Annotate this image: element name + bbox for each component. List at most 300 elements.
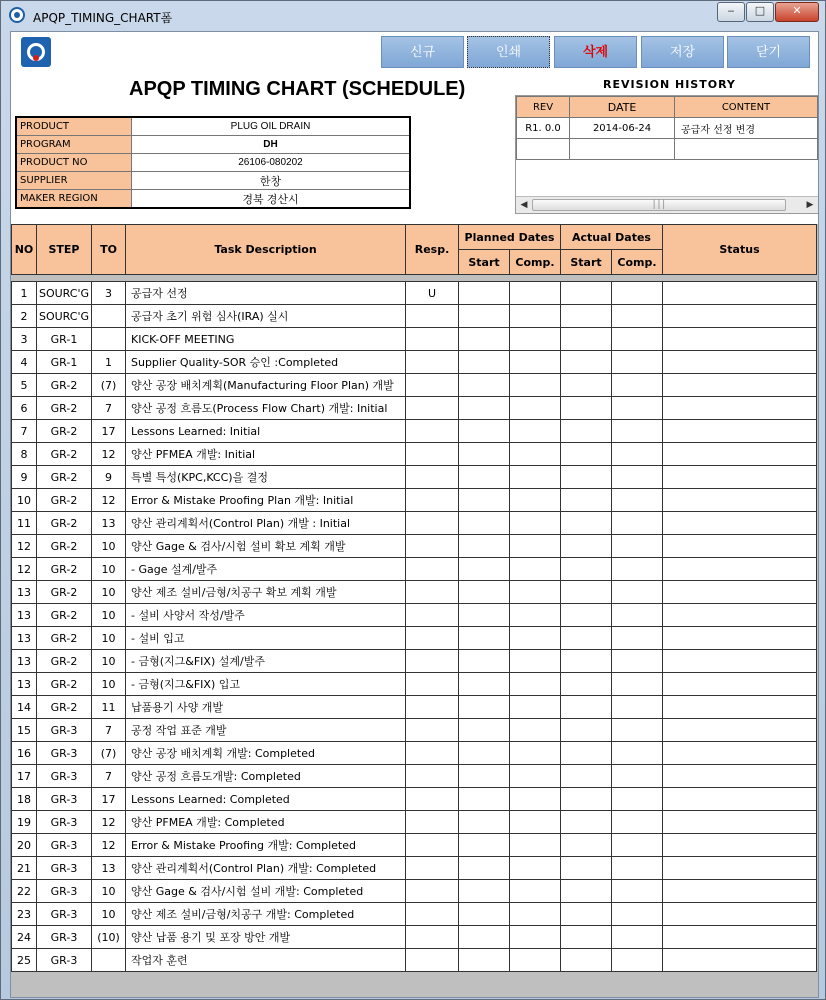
grid-cell-planned-comp[interactable]	[510, 535, 561, 558]
grid-cell-status[interactable]	[663, 949, 817, 972]
grid-cell-task[interactable]: 작업자 훈련	[126, 949, 406, 972]
grid-cell-resp[interactable]	[406, 512, 459, 535]
grid-cell-actual-start[interactable]	[561, 650, 612, 673]
grid-cell-step[interactable]: GR-2	[37, 558, 92, 581]
grid-cell-step[interactable]: GR-2	[37, 489, 92, 512]
grid-cell-status[interactable]	[663, 627, 817, 650]
table-row[interactable]	[12, 811, 817, 834]
grid-cell-actual-comp[interactable]	[612, 305, 663, 328]
grid-cell-resp[interactable]	[406, 765, 459, 788]
table-row[interactable]	[12, 650, 817, 673]
grid-cell-task[interactable]: Error & Mistake Proofing 개발: Completed	[126, 834, 406, 857]
grid-cell-actual-comp[interactable]	[612, 949, 663, 972]
grid-cell-planned-start[interactable]	[459, 696, 510, 719]
grid-cell-actual-start[interactable]	[561, 926, 612, 949]
grid-cell-task[interactable]: - 설비 사양서 작성/발주	[126, 604, 406, 627]
grid-cell-to[interactable]: 17	[92, 788, 126, 811]
grid-cell-status[interactable]	[663, 420, 817, 443]
grid-cell-resp[interactable]	[406, 604, 459, 627]
grid-cell-task[interactable]: - Gage 설계/발주	[126, 558, 406, 581]
grid-cell-step[interactable]: GR-3	[37, 926, 92, 949]
grid-cell-actual-comp[interactable]	[612, 397, 663, 420]
grid-cell-resp[interactable]	[406, 650, 459, 673]
scroll-right-icon[interactable]: ▶	[806, 200, 814, 210]
table-row[interactable]	[12, 627, 817, 650]
grid-cell-resp[interactable]	[406, 788, 459, 811]
grid-cell-actual-start[interactable]	[561, 949, 612, 972]
table-row[interactable]	[12, 788, 817, 811]
grid-cell-planned-start[interactable]	[459, 489, 510, 512]
table-row[interactable]	[12, 512, 817, 535]
grid-cell-planned-comp[interactable]	[510, 719, 561, 742]
grid-cell-status[interactable]	[663, 305, 817, 328]
grid-cell-actual-start[interactable]	[561, 489, 612, 512]
grid-cell-resp[interactable]	[406, 558, 459, 581]
grid-cell-step[interactable]: SOURC'G	[37, 305, 92, 328]
grid-cell-actual-start[interactable]	[561, 903, 612, 926]
grid-cell-actual-comp[interactable]	[612, 650, 663, 673]
grid-cell-status[interactable]	[663, 558, 817, 581]
grid-cell-task[interactable]: Lessons Learned: Initial	[126, 420, 406, 443]
grid-cell-planned-start[interactable]	[459, 788, 510, 811]
grid-cell-to[interactable]: 12	[92, 811, 126, 834]
grid-cell-step[interactable]: GR-3	[37, 742, 92, 765]
grid-cell-no[interactable]: 13	[12, 604, 37, 627]
grid-cell-actual-start[interactable]	[561, 834, 612, 857]
grid-cell-task[interactable]: KICK-OFF MEETING	[126, 328, 406, 351]
grid-cell-task[interactable]: 양산 공장 배치계획(Manufacturing Floor Plan) 개발	[126, 374, 406, 397]
date-cell[interactable]	[570, 139, 675, 160]
scrollbar-thumb[interactable]: │││	[532, 199, 786, 211]
grid-cell-step[interactable]: GR-2	[37, 604, 92, 627]
content-cell[interactable]	[675, 139, 818, 160]
grid-cell-resp[interactable]	[406, 397, 459, 420]
info-value[interactable]: 한창	[132, 172, 411, 190]
info-value[interactable]: 26106-080202	[132, 154, 411, 172]
grid-cell-actual-comp[interactable]	[612, 696, 663, 719]
grid-cell-actual-comp[interactable]	[612, 811, 663, 834]
grid-cell-planned-comp[interactable]	[510, 305, 561, 328]
grid-cell-status[interactable]	[663, 811, 817, 834]
grid-cell-task[interactable]: Supplier Quality-SOR 승인 :Completed	[126, 351, 406, 374]
grid-cell-no[interactable]: 23	[12, 903, 37, 926]
grid-cell-status[interactable]	[663, 512, 817, 535]
grid-cell-planned-comp[interactable]	[510, 880, 561, 903]
grid-cell-actual-start[interactable]	[561, 765, 612, 788]
grid-cell-step[interactable]: GR-2	[37, 535, 92, 558]
grid-cell-to[interactable]: 7	[92, 719, 126, 742]
grid-cell-actual-comp[interactable]	[612, 374, 663, 397]
grid-cell-no[interactable]: 22	[12, 880, 37, 903]
grid-cell-no[interactable]: 4	[12, 351, 37, 374]
grid-cell-status[interactable]	[663, 903, 817, 926]
grid-cell-actual-comp[interactable]	[612, 834, 663, 857]
grid-cell-step[interactable]: GR-3	[37, 719, 92, 742]
grid-cell-step[interactable]: GR-2	[37, 512, 92, 535]
grid-cell-planned-comp[interactable]	[510, 374, 561, 397]
grid-cell-no[interactable]: 13	[12, 627, 37, 650]
grid-cell-actual-comp[interactable]	[612, 903, 663, 926]
grid-cell-to[interactable]: (7)	[92, 374, 126, 397]
grid-cell-planned-comp[interactable]	[510, 604, 561, 627]
grid-cell-step[interactable]: GR-2	[37, 420, 92, 443]
grid-cell-status[interactable]	[663, 696, 817, 719]
grid-cell-no[interactable]: 17	[12, 765, 37, 788]
grid-cell-actual-comp[interactable]	[612, 443, 663, 466]
grid-cell-actual-start[interactable]	[561, 558, 612, 581]
grid-cell-actual-start[interactable]	[561, 466, 612, 489]
grid-cell-actual-start[interactable]	[561, 443, 612, 466]
grid-cell-step[interactable]: GR-3	[37, 949, 92, 972]
print-button[interactable]: 인쇄	[467, 36, 550, 68]
grid-cell-no[interactable]: 7	[12, 420, 37, 443]
table-row[interactable]	[12, 558, 817, 581]
grid-cell-resp[interactable]	[406, 489, 459, 512]
grid-cell-resp[interactable]	[406, 834, 459, 857]
grid-cell-step[interactable]: GR-2	[37, 627, 92, 650]
grid-cell-planned-start[interactable]	[459, 949, 510, 972]
grid-cell-task[interactable]: 공급자 초기 위험 심사(IRA) 실시	[126, 305, 406, 328]
grid-cell-task[interactable]: Error & Mistake Proofing Plan 개발: Initial	[126, 489, 406, 512]
grid-cell-step[interactable]: GR-3	[37, 788, 92, 811]
grid-cell-status[interactable]	[663, 374, 817, 397]
grid-cell-resp[interactable]	[406, 880, 459, 903]
grid-cell-status[interactable]	[663, 282, 817, 305]
horizontal-scrollbar[interactable]	[516, 196, 818, 213]
table-row[interactable]	[12, 489, 817, 512]
grid-cell-status[interactable]	[663, 466, 817, 489]
grid-cell-no[interactable]: 25	[12, 949, 37, 972]
info-value[interactable]: 경북 경산시	[132, 190, 411, 209]
grid-cell-resp[interactable]	[406, 420, 459, 443]
date-cell[interactable]: 2014-06-24	[570, 118, 675, 139]
grid-cell-actual-comp[interactable]	[612, 627, 663, 650]
grid-cell-actual-start[interactable]	[561, 282, 612, 305]
grid-cell-task[interactable]: 양산 Gage & 검사/시험 설비 개발: Completed	[126, 880, 406, 903]
grid-cell-planned-comp[interactable]	[510, 443, 561, 466]
table-row[interactable]	[12, 857, 817, 880]
grid-cell-planned-comp[interactable]	[510, 834, 561, 857]
grid-cell-to[interactable]: (10)	[92, 926, 126, 949]
grid-cell-planned-start[interactable]	[459, 903, 510, 926]
grid-cell-resp[interactable]	[406, 696, 459, 719]
grid-cell-resp[interactable]	[406, 305, 459, 328]
grid-cell-status[interactable]	[663, 880, 817, 903]
grid-cell-actual-comp[interactable]	[612, 581, 663, 604]
grid-cell-status[interactable]	[663, 926, 817, 949]
grid-cell-planned-comp[interactable]	[510, 673, 561, 696]
grid-cell-planned-start[interactable]	[459, 305, 510, 328]
grid-cell-resp[interactable]: U	[406, 282, 459, 305]
grid-cell-to[interactable]	[92, 305, 126, 328]
grid-cell-planned-comp[interactable]	[510, 558, 561, 581]
grid-cell-no[interactable]: 19	[12, 811, 37, 834]
grid-cell-task[interactable]: 양산 관리계획서(Control Plan) 개발 : Initial	[126, 512, 406, 535]
grid-cell-task[interactable]: 양산 관리계획서(Control Plan) 개발: Completed	[126, 857, 406, 880]
grid-cell-planned-comp[interactable]	[510, 696, 561, 719]
grid-cell-to[interactable]: 10	[92, 581, 126, 604]
grid-cell-status[interactable]	[663, 650, 817, 673]
grid-cell-step[interactable]: GR-2	[37, 650, 92, 673]
grid-cell-task[interactable]: 공정 작업 표준 개발	[126, 719, 406, 742]
table-row[interactable]	[12, 696, 817, 719]
grid-cell-to[interactable]: 10	[92, 650, 126, 673]
grid-cell-no[interactable]: 1	[12, 282, 37, 305]
grid-cell-planned-start[interactable]	[459, 466, 510, 489]
grid-cell-step[interactable]: GR-1	[37, 328, 92, 351]
grid-cell-actual-start[interactable]	[561, 742, 612, 765]
grid-cell-task[interactable]: - 금형(지그&FIX) 설계/발주	[126, 650, 406, 673]
grid-cell-status[interactable]	[663, 765, 817, 788]
grid-cell-status[interactable]	[663, 857, 817, 880]
grid-cell-planned-comp[interactable]	[510, 489, 561, 512]
grid-cell-actual-start[interactable]	[561, 719, 612, 742]
grid-cell-planned-start[interactable]	[459, 811, 510, 834]
grid-cell-to[interactable]: (7)	[92, 742, 126, 765]
grid-cell-status[interactable]	[663, 581, 817, 604]
grid-cell-to[interactable]: 11	[92, 696, 126, 719]
grid-cell-actual-start[interactable]	[561, 397, 612, 420]
grid-cell-resp[interactable]	[406, 719, 459, 742]
grid-cell-actual-comp[interactable]	[612, 466, 663, 489]
grid-cell-step[interactable]: GR-3	[37, 903, 92, 926]
grid-cell-actual-start[interactable]	[561, 857, 612, 880]
info-value[interactable]: DH	[132, 136, 411, 154]
grid-cell-actual-start[interactable]	[561, 604, 612, 627]
table-row[interactable]	[12, 535, 817, 558]
grid-cell-no[interactable]: 18	[12, 788, 37, 811]
grid-cell-planned-start[interactable]	[459, 926, 510, 949]
save-button[interactable]: 저장	[641, 36, 724, 68]
grid-cell-step[interactable]: GR-2	[37, 581, 92, 604]
grid-cell-to[interactable]: 10	[92, 604, 126, 627]
table-row[interactable]	[12, 926, 817, 949]
grid-cell-planned-start[interactable]	[459, 765, 510, 788]
grid-cell-actual-start[interactable]	[561, 512, 612, 535]
grid-cell-step[interactable]: GR-2	[37, 696, 92, 719]
table-row[interactable]	[12, 604, 817, 627]
grid-cell-no[interactable]: 3	[12, 328, 37, 351]
grid-cell-planned-comp[interactable]	[510, 627, 561, 650]
grid-cell-to[interactable]: 12	[92, 834, 126, 857]
grid-cell-planned-comp[interactable]	[510, 397, 561, 420]
grid-cell-planned-comp[interactable]	[510, 282, 561, 305]
grid-cell-planned-comp[interactable]	[510, 581, 561, 604]
grid-cell-no[interactable]: 21	[12, 857, 37, 880]
grid-cell-planned-comp[interactable]	[510, 420, 561, 443]
grid-cell-resp[interactable]	[406, 673, 459, 696]
grid-cell-planned-start[interactable]	[459, 374, 510, 397]
grid-cell-step[interactable]: GR-2	[37, 374, 92, 397]
grid-cell-actual-start[interactable]	[561, 351, 612, 374]
grid-cell-resp[interactable]	[406, 742, 459, 765]
grid-cell-step[interactable]: GR-2	[37, 673, 92, 696]
grid-cell-to[interactable]: 12	[92, 489, 126, 512]
grid-cell-resp[interactable]	[406, 581, 459, 604]
table-row[interactable]	[12, 443, 817, 466]
grid-cell-planned-comp[interactable]	[510, 788, 561, 811]
grid-cell-resp[interactable]	[406, 328, 459, 351]
grid-cell-no[interactable]: 13	[12, 650, 37, 673]
grid-cell-planned-comp[interactable]	[510, 328, 561, 351]
grid-cell-step[interactable]: GR-3	[37, 765, 92, 788]
grid-cell-status[interactable]	[663, 489, 817, 512]
grid-cell-planned-start[interactable]	[459, 581, 510, 604]
maximize-button[interactable]: □	[746, 2, 774, 22]
table-row[interactable]	[12, 305, 817, 328]
grid-cell-actual-comp[interactable]	[612, 857, 663, 880]
grid-cell-to[interactable]: 10	[92, 558, 126, 581]
grid-cell-planned-start[interactable]	[459, 880, 510, 903]
grid-cell-to[interactable]: 10	[92, 673, 126, 696]
grid-cell-to[interactable]: 10	[92, 880, 126, 903]
grid-cell-planned-start[interactable]	[459, 650, 510, 673]
grid-cell-to[interactable]	[92, 949, 126, 972]
grid-cell-status[interactable]	[663, 788, 817, 811]
grid-cell-no[interactable]: 13	[12, 673, 37, 696]
grid-cell-to[interactable]: 9	[92, 466, 126, 489]
grid-cell-to[interactable]: 13	[92, 857, 126, 880]
grid-cell-planned-start[interactable]	[459, 627, 510, 650]
grid-cell-task[interactable]: 납품용기 사양 개발	[126, 696, 406, 719]
grid-cell-resp[interactable]	[406, 949, 459, 972]
grid-cell-planned-comp[interactable]	[510, 857, 561, 880]
grid-cell-planned-start[interactable]	[459, 443, 510, 466]
grid-cell-actual-start[interactable]	[561, 305, 612, 328]
grid-cell-resp[interactable]	[406, 811, 459, 834]
grid-cell-to[interactable]: 3	[92, 282, 126, 305]
table-row[interactable]	[12, 466, 817, 489]
grid-cell-actual-start[interactable]	[561, 535, 612, 558]
table-row[interactable]	[12, 673, 817, 696]
rev-cell[interactable]	[517, 139, 570, 160]
minimize-button[interactable]: ‒	[717, 2, 745, 22]
grid-cell-planned-start[interactable]	[459, 397, 510, 420]
grid-cell-planned-comp[interactable]	[510, 466, 561, 489]
table-row[interactable]	[12, 328, 817, 351]
grid-cell-actual-start[interactable]	[561, 420, 612, 443]
grid-cell-planned-comp[interactable]	[510, 811, 561, 834]
close-window-button[interactable]: ✕	[775, 2, 819, 22]
grid-cell-status[interactable]	[663, 397, 817, 420]
grid-cell-to[interactable]: 17	[92, 420, 126, 443]
grid-cell-planned-start[interactable]	[459, 834, 510, 857]
grid-cell-planned-comp[interactable]	[510, 926, 561, 949]
grid-cell-to[interactable]: 12	[92, 443, 126, 466]
grid-cell-no[interactable]: 16	[12, 742, 37, 765]
close-button[interactable]: 닫기	[727, 36, 810, 68]
grid-cell-planned-start[interactable]	[459, 535, 510, 558]
grid-cell-planned-comp[interactable]	[510, 650, 561, 673]
grid-cell-planned-start[interactable]	[459, 604, 510, 627]
grid-cell-to[interactable]: 10	[92, 903, 126, 926]
grid-cell-resp[interactable]	[406, 926, 459, 949]
grid-cell-planned-comp[interactable]	[510, 512, 561, 535]
grid-cell-to[interactable]	[92, 328, 126, 351]
grid-cell-task[interactable]: 양산 제조 설비/금형/치공구 개발: Completed	[126, 903, 406, 926]
grid-cell-planned-start[interactable]	[459, 351, 510, 374]
grid-cell-task[interactable]: 양산 제조 설비/금형/치공구 확보 계획 개발	[126, 581, 406, 604]
grid-cell-step[interactable]: GR-1	[37, 351, 92, 374]
grid-cell-step[interactable]: GR-3	[37, 834, 92, 857]
grid-cell-actual-comp[interactable]	[612, 765, 663, 788]
rev-cell[interactable]: R1. 0.0	[517, 118, 570, 139]
grid-cell-step[interactable]: GR-3	[37, 880, 92, 903]
table-row[interactable]	[12, 420, 817, 443]
grid-cell-planned-start[interactable]	[459, 742, 510, 765]
grid-cell-step[interactable]: GR-3	[37, 857, 92, 880]
grid-cell-actual-comp[interactable]	[612, 558, 663, 581]
grid-cell-status[interactable]	[663, 351, 817, 374]
table-row[interactable]	[12, 351, 817, 374]
grid-cell-step[interactable]: GR-2	[37, 443, 92, 466]
grid-cell-actual-comp[interactable]	[612, 742, 663, 765]
grid-cell-step[interactable]: GR-2	[37, 397, 92, 420]
grid-cell-task[interactable]: 양산 PFMEA 개발: Initial	[126, 443, 406, 466]
grid-cell-status[interactable]	[663, 443, 817, 466]
grid-cell-status[interactable]	[663, 328, 817, 351]
table-row[interactable]	[12, 834, 817, 857]
grid-cell-resp[interactable]	[406, 374, 459, 397]
grid-cell-no[interactable]: 13	[12, 581, 37, 604]
grid-cell-planned-start[interactable]	[459, 673, 510, 696]
grid-cell-no[interactable]: 14	[12, 696, 37, 719]
grid-cell-planned-comp[interactable]	[510, 949, 561, 972]
grid-cell-actual-comp[interactable]	[612, 420, 663, 443]
delete-button[interactable]: 삭제	[554, 36, 637, 68]
grid-cell-actual-comp[interactable]	[612, 351, 663, 374]
grid-cell-actual-comp[interactable]	[612, 328, 663, 351]
grid-cell-no[interactable]: 24	[12, 926, 37, 949]
grid-cell-no[interactable]: 6	[12, 397, 37, 420]
grid-cell-step[interactable]: GR-3	[37, 811, 92, 834]
grid-cell-to[interactable]: 13	[92, 512, 126, 535]
grid-cell-resp[interactable]	[406, 903, 459, 926]
grid-cell-actual-start[interactable]	[561, 374, 612, 397]
grid-cell-task[interactable]: 양산 공정 흐름도개발: Completed	[126, 765, 406, 788]
grid-cell-status[interactable]	[663, 673, 817, 696]
grid-cell-actual-start[interactable]	[561, 627, 612, 650]
grid-cell-resp[interactable]	[406, 857, 459, 880]
grid-cell-task[interactable]: 양산 PFMEA 개발: Completed	[126, 811, 406, 834]
grid-cell-task[interactable]: 공급자 선정	[126, 282, 406, 305]
grid-cell-task[interactable]: - 설비 입고	[126, 627, 406, 650]
grid-cell-status[interactable]	[663, 719, 817, 742]
grid-cell-task[interactable]: 특별 특성(KPC,KCC)을 결정	[126, 466, 406, 489]
grid-cell-actual-start[interactable]	[561, 811, 612, 834]
grid-cell-task[interactable]: 양산 납품 용기 및 포장 방안 개발	[126, 926, 406, 949]
grid-cell-no[interactable]: 8	[12, 443, 37, 466]
grid-cell-no[interactable]: 9	[12, 466, 37, 489]
grid-cell-resp[interactable]	[406, 466, 459, 489]
grid-cell-planned-start[interactable]	[459, 558, 510, 581]
grid-cell-task[interactable]: 양산 공장 배치계획 개발: Completed	[126, 742, 406, 765]
table-row[interactable]	[12, 742, 817, 765]
grid-cell-planned-start[interactable]	[459, 857, 510, 880]
grid-cell-actual-start[interactable]	[561, 880, 612, 903]
grid-cell-actual-comp[interactable]	[612, 535, 663, 558]
grid-cell-actual-comp[interactable]	[612, 788, 663, 811]
grid-cell-to[interactable]: 10	[92, 535, 126, 558]
grid-cell-actual-comp[interactable]	[612, 880, 663, 903]
grid-cell-no[interactable]: 15	[12, 719, 37, 742]
grid-cell-status[interactable]	[663, 604, 817, 627]
table-row[interactable]	[12, 765, 817, 788]
grid-cell-status[interactable]	[663, 834, 817, 857]
grid-cell-planned-comp[interactable]	[510, 903, 561, 926]
grid-cell-planned-start[interactable]	[459, 328, 510, 351]
grid-cell-actual-comp[interactable]	[612, 604, 663, 627]
